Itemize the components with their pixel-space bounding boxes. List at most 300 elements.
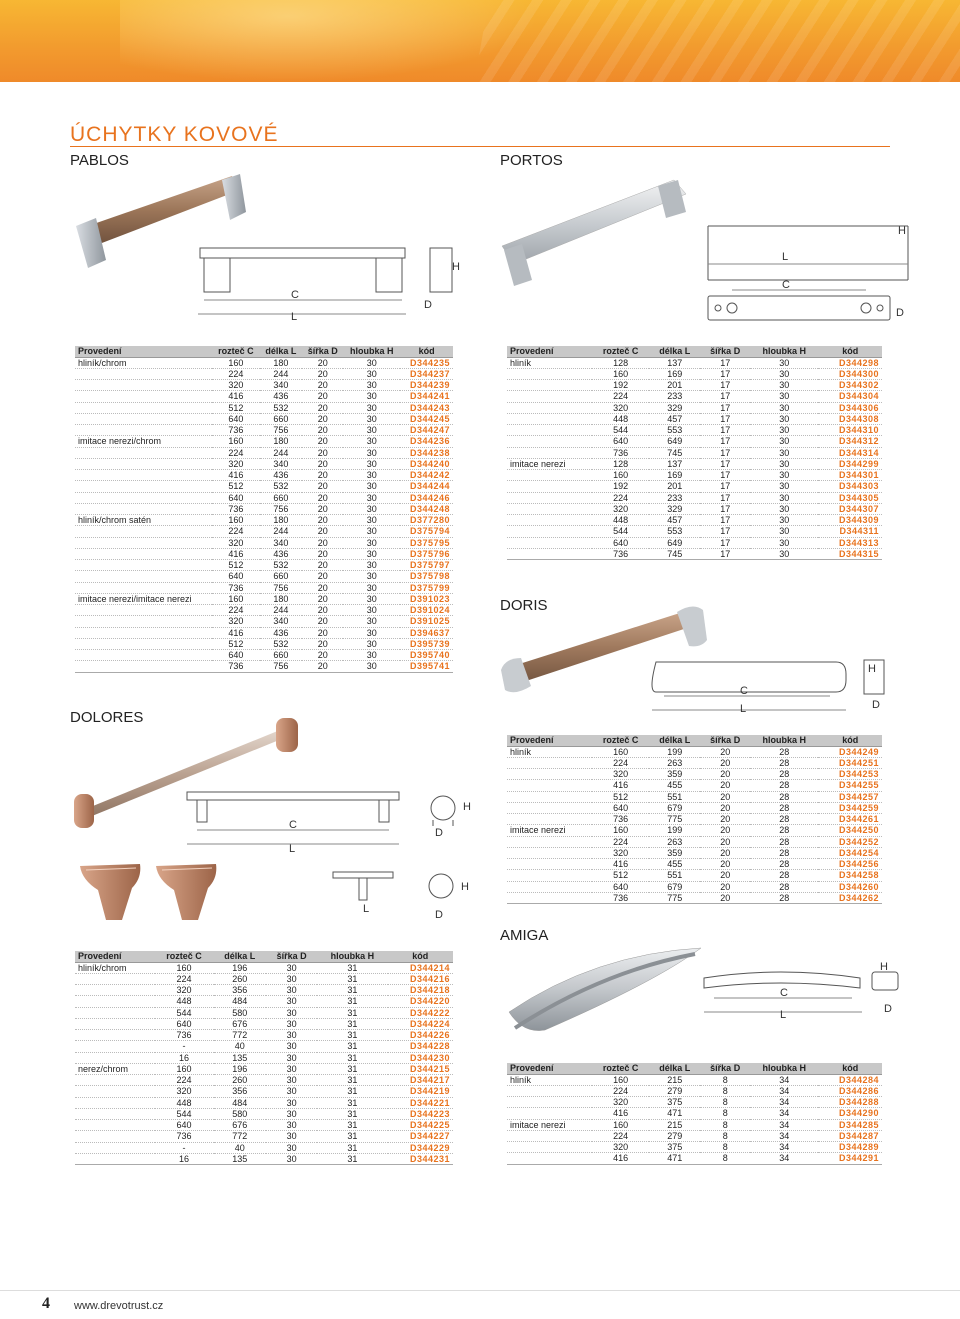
table-row [507, 447, 882, 458]
table-row [75, 1120, 453, 1131]
dimension-cell: 279 [649, 1085, 700, 1096]
column-header: délka L [214, 951, 267, 962]
dimension-cell: 30 [750, 481, 818, 492]
table-row [75, 582, 453, 593]
dimension-cell: - [155, 1142, 214, 1153]
table-row [75, 1142, 453, 1153]
dimension-cell: 356 [214, 1086, 267, 1097]
dimension-cell: 20 [302, 470, 343, 481]
finish-cell [507, 836, 592, 847]
column-header: rozteč C [592, 1063, 649, 1074]
product-code-cell: D344249 [818, 746, 882, 757]
dimension-cell: 745 [649, 447, 700, 458]
table-row [507, 757, 882, 768]
finish-cell: hliník/chrom satén [75, 515, 212, 526]
table-row [75, 1097, 453, 1108]
table-row [75, 458, 453, 469]
doris-label-h: H [868, 663, 876, 675]
dolores-label-h: H [463, 801, 471, 813]
table-row [75, 1075, 453, 1086]
dimension-cell: 17 [700, 526, 750, 537]
table-row [507, 825, 882, 836]
finish-cell [75, 380, 212, 391]
product-code-cell: D344223 [388, 1108, 453, 1119]
column-header: hloubka H [750, 1063, 818, 1074]
doris-spec-table [507, 735, 882, 904]
dimension-cell: 199 [649, 746, 700, 757]
column-header: Provedení [75, 346, 212, 357]
dimension-cell: 30 [750, 537, 818, 548]
dimension-cell: 20 [700, 859, 750, 870]
header-shine [120, 0, 540, 82]
dimension-cell: 31 [317, 1007, 387, 1018]
table-row [507, 526, 882, 537]
column-header: kód [818, 1063, 882, 1074]
website-link[interactable]: www.drevotrust.cz [74, 1300, 164, 1312]
dimension-cell: 31 [317, 1041, 387, 1052]
table-row [507, 1108, 882, 1119]
dimension-cell: 320 [592, 847, 649, 858]
dimension-cell: 135 [214, 1052, 267, 1063]
dimension-cell: 28 [750, 881, 818, 892]
doris-label-c: C [740, 685, 748, 697]
dimension-cell: 30 [266, 1075, 317, 1086]
dimension-cell: 30 [266, 1086, 317, 1097]
product-code-cell: D344257 [818, 791, 882, 802]
product-code-cell: D344225 [388, 1120, 453, 1131]
dimension-cell: 17 [700, 481, 750, 492]
dimension-cell: 532 [260, 481, 302, 492]
table-row [507, 402, 882, 413]
dimension-cell: 736 [592, 892, 649, 903]
dimension-cell: 512 [212, 638, 260, 649]
dimension-cell: 20 [302, 425, 343, 436]
table-header-row [75, 951, 453, 962]
dimension-cell: 192 [592, 380, 649, 391]
finish-cell [75, 1041, 155, 1052]
dimension-cell: 128 [592, 458, 649, 469]
dimension-cell: 512 [212, 560, 260, 571]
table-row [75, 996, 453, 1007]
dimension-cell: 375 [649, 1142, 700, 1153]
finish-cell [75, 582, 212, 593]
dimension-cell: 31 [317, 1052, 387, 1063]
product-code-cell: D375795 [400, 537, 453, 548]
dimension-cell: 448 [155, 996, 214, 1007]
table-row [75, 1018, 453, 1029]
dimension-cell: 532 [260, 638, 302, 649]
finish-cell [75, 526, 212, 537]
dimension-cell: 30 [750, 548, 818, 559]
product-code-cell: D344227 [388, 1131, 453, 1142]
pablos-spec-table [75, 346, 453, 673]
finish-cell: imitace nerezi [507, 825, 592, 836]
finish-cell [75, 548, 212, 559]
dimension-cell: 736 [212, 503, 260, 514]
dimension-cell: 775 [649, 892, 700, 903]
dimension-cell: 137 [649, 357, 700, 368]
dimension-cell: 28 [750, 757, 818, 768]
column-header: šířka D [266, 951, 317, 962]
finish-cell [75, 1007, 155, 1018]
dimension-cell: 30 [343, 447, 400, 458]
dimension-cell: 40 [214, 1142, 267, 1153]
section-title-dolores: DOLORES [70, 709, 144, 726]
dimension-cell: 736 [592, 447, 649, 458]
dimension-cell: 279 [649, 1130, 700, 1141]
table-row [75, 503, 453, 514]
pablos-label-c: C [291, 289, 299, 301]
product-code-cell: D344243 [400, 402, 453, 413]
dimension-cell: 17 [700, 402, 750, 413]
product-code-cell: D344238 [400, 447, 453, 458]
finish-cell [75, 1018, 155, 1029]
dimension-cell: 224 [592, 836, 649, 847]
dimension-cell: 30 [343, 368, 400, 379]
dimension-cell: 756 [260, 503, 302, 514]
dimension-cell: 34 [750, 1085, 818, 1096]
dimension-cell: 20 [700, 780, 750, 791]
dimension-cell: 512 [592, 870, 649, 881]
finish-cell [507, 791, 592, 802]
dimension-cell: 28 [750, 892, 818, 903]
finish-cell [75, 1153, 155, 1164]
amiga-label-l: L [780, 1009, 787, 1021]
dimension-cell: 17 [700, 503, 750, 514]
dimension-cell: 128 [592, 357, 649, 368]
table-row [75, 1131, 453, 1142]
pablos-label-d: D [424, 299, 432, 311]
dimension-cell: 544 [592, 526, 649, 537]
finish-cell [507, 470, 592, 481]
table-row [507, 1153, 882, 1164]
dimension-cell: 30 [266, 1108, 317, 1119]
dimension-cell: 375 [649, 1097, 700, 1108]
dimension-cell: 676 [214, 1018, 267, 1029]
finish-cell [507, 870, 592, 881]
column-header: Provedení [75, 951, 155, 962]
dimension-cell: 30 [343, 627, 400, 638]
table-row [75, 627, 453, 638]
column-header: délka L [649, 1063, 700, 1074]
table-header-row [507, 735, 882, 746]
dimension-cell: 329 [649, 503, 700, 514]
table-row [507, 881, 882, 892]
dimension-cell: 471 [649, 1108, 700, 1119]
finish-cell [507, 802, 592, 813]
dimension-cell: 28 [750, 791, 818, 802]
dimension-cell: 233 [649, 391, 700, 402]
dimension-cell: 455 [649, 859, 700, 870]
dimension-cell: 224 [592, 492, 649, 503]
finish-cell [507, 548, 592, 559]
dimension-cell: 180 [260, 357, 302, 368]
finish-cell [75, 368, 212, 379]
dimension-cell: 30 [343, 605, 400, 616]
portos-spec-table [507, 346, 882, 560]
table-row [507, 413, 882, 424]
product-code-cell: D344248 [400, 503, 453, 514]
finish-cell: imitace nerezi [507, 458, 592, 469]
product-code-cell: D344291 [818, 1153, 882, 1164]
product-code-cell: D344261 [818, 814, 882, 825]
section-title-pablos: PABLOS [70, 152, 129, 169]
amiga-spec-table [507, 1063, 882, 1165]
product-code-cell: D344253 [818, 769, 882, 780]
dimension-cell: 20 [302, 436, 343, 447]
page-number: 4 [42, 1295, 50, 1312]
dimension-cell: 160 [592, 1119, 649, 1130]
dolores-spec-table [75, 951, 453, 1165]
column-header: hloubka H [343, 346, 400, 357]
dimension-cell: 244 [260, 526, 302, 537]
dimension-cell: 28 [750, 870, 818, 881]
dimension-cell: 20 [302, 481, 343, 492]
dimension-cell: 30 [343, 548, 400, 559]
dimension-cell: 30 [750, 368, 818, 379]
product-code-cell: D344226 [388, 1030, 453, 1041]
table-row [75, 605, 453, 616]
table-header-row [507, 346, 882, 357]
product-code-cell: D344224 [388, 1018, 453, 1029]
table-row [507, 769, 882, 780]
dimension-cell: 20 [700, 847, 750, 858]
table-row [75, 526, 453, 537]
dimension-cell: 20 [302, 402, 343, 413]
dimension-cell: 180 [260, 436, 302, 447]
dolores-label-c: C [289, 819, 297, 831]
table-header-row [75, 346, 453, 357]
dimension-cell: 31 [317, 1131, 387, 1142]
product-code-cell: D344246 [400, 492, 453, 503]
product-code-cell: D344259 [818, 802, 882, 813]
dimension-cell: 20 [700, 870, 750, 881]
table-row [507, 802, 882, 813]
dimension-cell: 30 [750, 503, 818, 514]
dimension-cell: 160 [212, 515, 260, 526]
amiga-label-c: C [780, 987, 788, 999]
dimension-cell: 31 [317, 1018, 387, 1029]
dimension-cell: 544 [592, 425, 649, 436]
dimension-cell: 532 [260, 560, 302, 571]
finish-cell [75, 481, 212, 492]
dimension-cell: 233 [649, 492, 700, 503]
finish-cell [75, 447, 212, 458]
dimension-cell: 31 [317, 1086, 387, 1097]
product-code-cell: D344220 [388, 996, 453, 1007]
dimension-cell: 30 [343, 391, 400, 402]
finish-cell: imitace nerezi/imitace nerezi [75, 593, 212, 604]
table-row [75, 1063, 453, 1074]
dimension-cell: 30 [750, 413, 818, 424]
table-row [75, 548, 453, 559]
table-row [75, 1153, 453, 1164]
product-code-cell: D344314 [818, 447, 882, 458]
dimension-cell: 17 [700, 391, 750, 402]
dimension-cell: 224 [155, 1075, 214, 1086]
pablos-label-l: L [291, 311, 298, 322]
dimension-cell: 196 [214, 962, 267, 973]
dimension-cell: 28 [750, 847, 818, 858]
dimension-cell: 640 [155, 1120, 214, 1131]
finish-cell [507, 436, 592, 447]
dimension-cell: 416 [212, 391, 260, 402]
dimension-cell: 20 [302, 458, 343, 469]
column-header: kód [400, 346, 453, 357]
dimension-cell: 448 [592, 413, 649, 424]
finish-cell: imitace nerezi [507, 1119, 592, 1130]
portos-handle-image [498, 168, 698, 288]
dimension-cell: 28 [750, 814, 818, 825]
doris-technical-drawing [650, 652, 890, 714]
dimension-cell: 20 [302, 650, 343, 661]
table-row [507, 368, 882, 379]
finish-cell [507, 769, 592, 780]
product-code-cell: D377280 [400, 515, 453, 526]
dimension-cell: 553 [649, 526, 700, 537]
dimension-cell: 359 [649, 769, 700, 780]
dimension-cell: 30 [343, 402, 400, 413]
dimension-cell: 30 [343, 503, 400, 514]
finish-cell [75, 458, 212, 469]
dimension-cell: 640 [212, 571, 260, 582]
product-code-cell: D344229 [388, 1142, 453, 1153]
dimension-cell: 359 [649, 847, 700, 858]
dimension-cell: 8 [700, 1108, 750, 1119]
finish-cell [507, 515, 592, 526]
dimension-cell: 17 [700, 470, 750, 481]
product-code-cell: D344300 [818, 368, 882, 379]
dimension-cell: 31 [317, 985, 387, 996]
finish-cell [75, 661, 212, 672]
finish-cell [507, 526, 592, 537]
table-row [75, 368, 453, 379]
product-code-cell: D344251 [818, 757, 882, 768]
column-header: hloubka H [317, 951, 387, 962]
dimension-cell: 215 [649, 1119, 700, 1130]
table-row [507, 814, 882, 825]
product-code-cell: D344285 [818, 1119, 882, 1130]
column-header: rozteč C [592, 735, 649, 746]
dimension-cell: 512 [592, 791, 649, 802]
table-row [507, 1074, 882, 1085]
dimension-cell: 263 [649, 836, 700, 847]
table-row [75, 1007, 453, 1018]
table-row [507, 859, 882, 870]
table-row [75, 413, 453, 424]
finish-cell [507, 859, 592, 870]
dimension-cell: 736 [592, 814, 649, 825]
dimension-cell: 34 [750, 1130, 818, 1141]
table-row [75, 436, 453, 447]
product-code-cell: D344237 [400, 368, 453, 379]
section-title-portos: PORTOS [500, 152, 563, 169]
finish-cell [507, 1097, 592, 1108]
table-row [75, 1086, 453, 1097]
table-row [507, 481, 882, 492]
dimension-cell: 224 [212, 368, 260, 379]
dimension-cell: 660 [260, 571, 302, 582]
dimension-cell: 356 [214, 985, 267, 996]
product-code-cell: D344262 [818, 892, 882, 903]
dimension-cell: 20 [302, 661, 343, 672]
dimension-cell: 224 [212, 447, 260, 458]
dimension-cell: 30 [343, 661, 400, 672]
table-row [507, 391, 882, 402]
dimension-cell: 20 [302, 616, 343, 627]
table-row [507, 537, 882, 548]
product-code-cell: D344301 [818, 470, 882, 481]
dimension-cell: 649 [649, 537, 700, 548]
dimension-cell: 215 [649, 1074, 700, 1085]
dimension-cell: 31 [317, 1097, 387, 1108]
product-code-cell: D344242 [400, 470, 453, 481]
product-code-cell: D344216 [388, 973, 453, 984]
doris-label-d: D [872, 699, 880, 711]
dimension-cell: 416 [592, 1153, 649, 1164]
table-row [75, 492, 453, 503]
finish-cell [75, 571, 212, 582]
amiga-label-h: H [880, 962, 888, 973]
dimension-cell: 436 [260, 627, 302, 638]
dimension-cell: 196 [214, 1063, 267, 1074]
finish-cell [507, 481, 592, 492]
table-row [507, 847, 882, 858]
finish-cell [75, 627, 212, 638]
dimension-cell: 457 [649, 413, 700, 424]
table-row [75, 962, 453, 973]
dimension-cell: 17 [700, 413, 750, 424]
finish-cell [75, 470, 212, 481]
product-code-cell: D344217 [388, 1075, 453, 1086]
finish-cell [507, 814, 592, 825]
dimension-cell: 679 [649, 802, 700, 813]
dimension-cell: 30 [343, 436, 400, 447]
dimension-cell: 31 [317, 1075, 387, 1086]
dimension-cell: 448 [155, 1097, 214, 1108]
column-header: hloubka H [750, 735, 818, 746]
amiga-technical-drawing [700, 962, 910, 1022]
dimension-cell: 30 [343, 571, 400, 582]
finish-cell [507, 492, 592, 503]
dimension-cell: 580 [214, 1007, 267, 1018]
product-code-cell: D344240 [400, 458, 453, 469]
product-code-cell: D344250 [818, 825, 882, 836]
dimension-cell: 224 [592, 1085, 649, 1096]
dimension-cell: 30 [266, 1153, 317, 1164]
dimension-cell: 8 [700, 1130, 750, 1141]
dimension-cell: 676 [214, 1120, 267, 1131]
dimension-cell: 244 [260, 605, 302, 616]
dimension-cell: 160 [212, 593, 260, 604]
dimension-cell: 31 [317, 1030, 387, 1041]
dimension-cell: 775 [649, 814, 700, 825]
finish-cell [75, 996, 155, 1007]
finish-cell: nerez/chrom [75, 1063, 155, 1074]
dimension-cell: 17 [700, 492, 750, 503]
dimension-cell: 30 [266, 1018, 317, 1029]
product-code-cell: D395740 [400, 650, 453, 661]
dimension-cell: 17 [700, 380, 750, 391]
dimension-cell: 416 [212, 548, 260, 559]
table-row [507, 458, 882, 469]
product-code-cell: D344218 [388, 985, 453, 996]
product-code-cell: D391024 [400, 605, 453, 616]
table-row [507, 503, 882, 514]
dimension-cell: 640 [212, 492, 260, 503]
amiga-label-d: D [884, 1003, 892, 1015]
dimension-cell: 320 [212, 537, 260, 548]
